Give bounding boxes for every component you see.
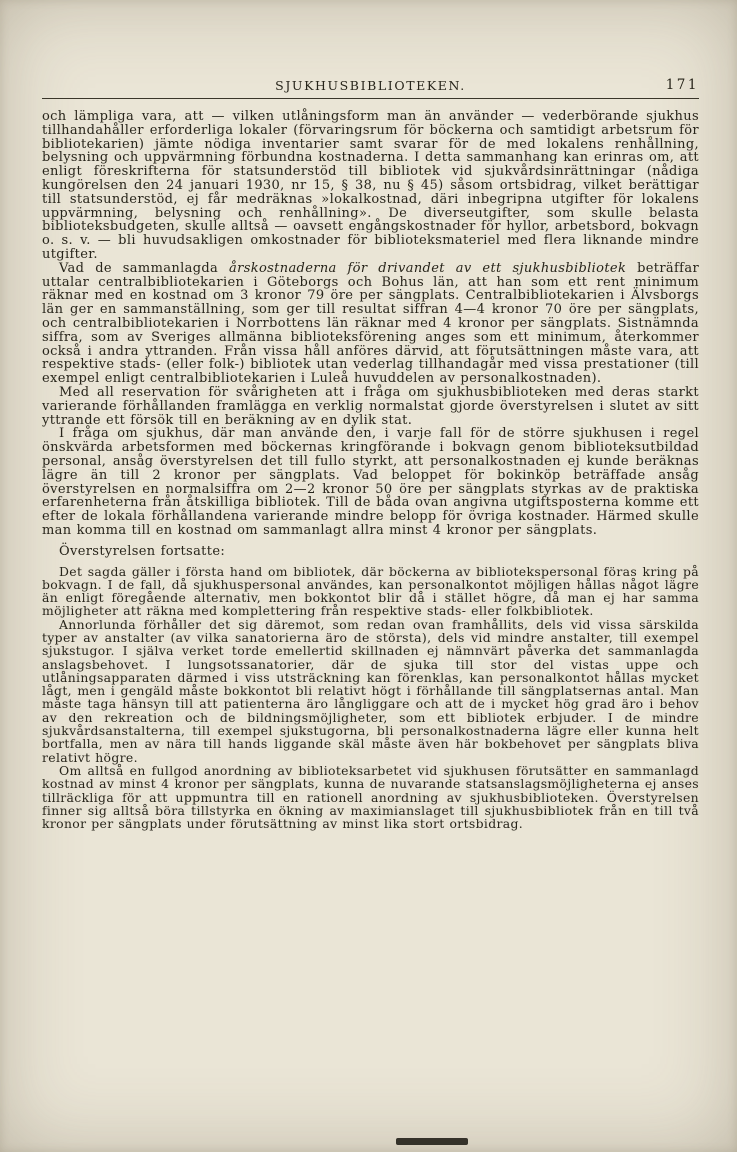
scan-artifact [396, 1138, 468, 1145]
text-run: Det sagda gäller i första hand om bibliotek, där böckerna av bibliotekspersonal föras kring på bokvagn. I de fall, då sjukhuspersonal användes, kan personalkontot möjligen hållas något lägre än enligt föregående alternativ, men bokkontot blir då i stället högre, då man ej har samma möjligheter att räkna med komplettering från respektive stads- eller folkbibliotek. [42, 563, 699, 619]
emphasized-text: årskostnaderna för drivandet av ett sjukhusbibliotek [229, 260, 627, 276]
page-header [42, 78, 699, 94]
text-run: Med all reservation för svårigheten att i fråga om sjukhusbiblioteken med deras starkt varierande förhållanden framlägga en verklig normalstat gjorde överstyrelsen i slutet av sitt yttrande ett försök till en beräkning av en dylik stat. [42, 384, 699, 428]
text-run: Överstyrelsen fortsatte: [59, 543, 226, 559]
page-body [42, 110, 699, 830]
paragraph [42, 545, 699, 559]
text-run: Vad de sammanlagda [59, 260, 230, 276]
paragraph [42, 427, 699, 537]
header-rule [42, 98, 699, 99]
running-title: SJUKHUSBIBLIOTEKEN. [275, 78, 466, 93]
paragraph [42, 764, 699, 830]
text-run: beträffar uttalar centralbibliotekarien i Göteborgs och Bohus län, att han som ett rent minimum räknar med en kostnad om 3 kronor 79 öre per sängplats. Centralbibliotekarien i Älvsborgs län ger en sammanställning, som ger till resultat siffran 4—4 kronor 70 öre per sängplats, och centralbibliotekarien i Norrbottens län räknar med 4 kronor per sängplats. Sistnämnda siffra, som av Sveriges allmänna biblioteksförening anges som ett minimum, återkommer också i andra yttranden. Från vissa håll anföres därvid, att förutsättningen måste vara, att respektive stads- (eller folk-) bibliotek utan vederlag tillhandagår med vissa prestationer (till exempel enligt centralbibliotekarien i Luleå huvuddelen av personalkostnaden). [42, 260, 700, 387]
page-number: 171 [665, 77, 699, 93]
paragraph [42, 386, 699, 427]
text-run: I fråga om sjukhus, där man använde den, i varje fall för de större sjukhusen i regel önskvärda arbetsformen med böckernas kringförande i bokvagn genom biblioteksutbildad personal, ansåg överstyrelsen det till fullo styrkt, att personalkostnaden ej kunde beräknas lägre än till 2 kronor per sängplats. Vad beloppet för bokinköp beträffade ansåg överstyrelsen en normalsiffra om 2—2 kronor 50 öre per sängplats styrkas av de praktiska erfarenheterna från åtskilliga bibliotek. Till de båda ovan angivna utgiftsposterna komme ett efter de lokala förhållandena varierande mindre belopp för övriga kostnader. Härmed skulle man komma till en kostnad om sammanlagt allra minst 4 kronor per sängplats. [42, 426, 699, 538]
text-run: Annorlunda förhåller det sig däremot, som redan ovan framhållits, dels vid vissa särskilda typer av anstalter (av vilka sanatorierna äro de största), dels vid mindre anstalter, till exempel sjukstugor. I själva verket torde emellertid skillnaden ej nämnvärt påverka det sammanlagda anslagsbehovet. I lungsotssanatorier, där de sjuka till stor del vistas uppe och utlåningsapparaten därmed i viss utsträckning kan förenklas, kan personalkontot hållas mycket lågt, men i gengäld måste bokkontot bli relativt högt i förhållande till sängplatsernas antal. Man måste taga hänsyn till att patienterna äro långliggare och att de i mycket hög grad äro i behov av den rekreation och de bildningsmöjligheter, som ett bibliotek erbjuder. I de mindre sjukvårdsanstalterna, till exempel sjukstugorna, bli personalkostnaderna lägre eller kunna helt bortfalla, men av nära till hands liggande skäl måste även här bokbehovet per sängplats bliva relativt högre. [42, 616, 699, 765]
text-run: och lämpliga vara, att — vilken utlåningsform man än använder — vederbörande sjukhus tillhandahåller erforderliga lokaler (förvaringsrum för böckerna och samtidigt arbetsrum för bibliotekarien) jämte nödiga inventarier samt svarar för de med lokalens renhållning, belysning och uppvärmning förbundna kostnaderna. I detta sammanhang kan erinras om, att enligt föreskrifterna för statsunderstöd till bibliotek vid sjukvårdsinrättningar (nådiga kungörelsen den 24 januari 1930, nr 15, § 38, nu § 45) såsom ortsbidrag, vilket berättigar till statsunderstöd, ej får medräknas »lokalkostnad, däri inbegripna utgifter för lokalens uppvärmning, belysning och renhållning». De diverseutgifter, som skulle belasta biblioteksbudgeten, skulle alltså — oavsett engångskostnader för hyllor, arbetsbord, bokvagn o. s. v. — bli huvudsakligen omkostnader för biblioteksmateriel med flera liknande mindre utgifter. [42, 109, 699, 262]
text-run: Om alltså en fullgod anordning av biblioteksarbetet vid sjukhusen förutsätter en sammanlagd kostnad av minst 4 kronor per sängplats, kunna de nuvarande statsanslagsmöjligheterna ej anses tillräckliga för att uppmuntra till en rationell anordning av sjukhusbiblioteken. Överstyrelsen finner sig alltså böra tillstyrka en ökning av maximianslaget till sjukhusbibliotek från en till två kronor per sängplats under förutsättning av minst lika stort ortsbidrag. [42, 762, 699, 832]
paragraph [42, 110, 699, 262]
paragraph [42, 618, 699, 764]
paragraph [42, 262, 699, 386]
paragraph [42, 565, 699, 618]
